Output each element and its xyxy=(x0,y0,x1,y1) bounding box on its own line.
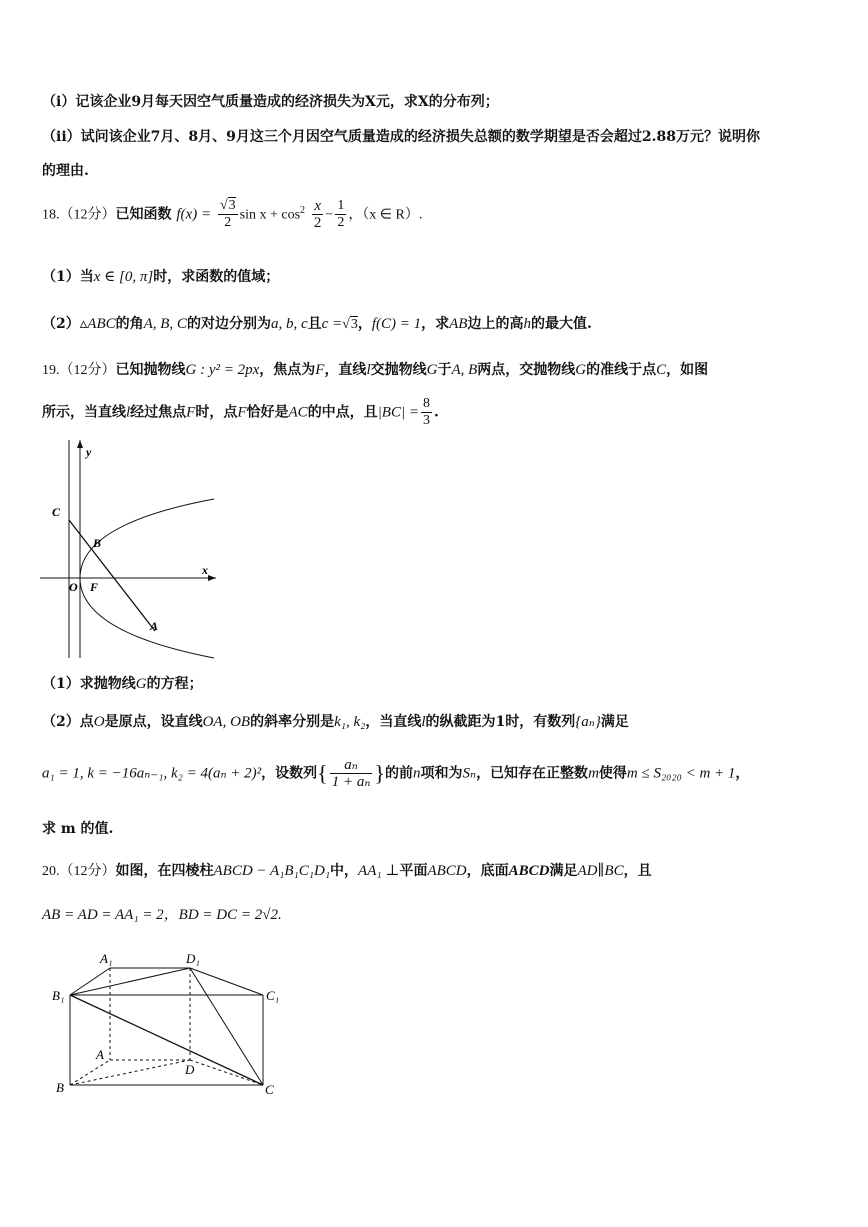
q18-func-lhs: f(x) = xyxy=(176,206,212,223)
q20-prism: ABCD − A₁B₁C₁D₁ xyxy=(213,863,331,879)
q19-sequence-line: a₁ = 1, k = −16aₙ₋₁, k₂ = 4(aₙ + 2)²，设数列{ $\frac{\text{aₙ}}{\text{1 + aₙ}}$ }的前n项和为Sₙ，已知存在正整数m使得m ≤ S₂₀₂₀ < m + 1， xyxy=(42,757,750,790)
label-D1: D₁ xyxy=(186,951,200,966)
q20-conditions: AB = AD = AA₁ = 2，BD = DC = 2√2. xyxy=(42,907,282,923)
edge-D1C1 xyxy=(190,968,263,995)
q19-seq-frac-num: aₙ xyxy=(330,757,373,774)
q19-l2-c: 时，点 xyxy=(195,404,238,421)
q20-ABCD-bold: ABCD xyxy=(508,863,550,879)
q19-p1-end: 的方程； xyxy=(146,676,203,692)
q19-l1-b: ，焦点为 xyxy=(259,362,316,378)
q18-number: 18.（12分） xyxy=(42,207,116,223)
edge-B1D1 xyxy=(70,968,190,995)
q19-p2-b: 是原点，设直线 xyxy=(104,714,203,730)
y-axis-arrow xyxy=(77,440,83,448)
q19-p2-O: O xyxy=(93,714,105,730)
label-C: C xyxy=(265,1082,274,1097)
q20-l1-b: 中， xyxy=(330,863,359,879)
q19-seq-e: 使得 xyxy=(598,765,627,782)
q19-p2-f: 满足 xyxy=(600,714,629,730)
label-B1: B₁ xyxy=(52,988,65,1003)
label-F: F xyxy=(90,580,99,594)
label-C1: C₁ xyxy=(266,988,280,1003)
q19-seq-f: ， xyxy=(735,765,750,782)
q19-G: G xyxy=(426,362,438,378)
q18-p2-ceq: c = xyxy=(321,316,343,332)
q19-line2 xyxy=(42,396,439,429)
q19-p2-OAOB: OA, OB xyxy=(202,714,251,730)
q19-p1: （1）求抛物线 xyxy=(42,676,136,692)
q18-p1-cond: x ∈ [0, π] xyxy=(93,269,154,285)
q18-header: 18.（12分）已知函数 f(x) = $\frac{√3}{2}$ $\sin x + \cos^2$ $\frac{x}{2}$ − $\frac{1}{2}$ ，（x ∈ R）. xyxy=(42,198,423,231)
q18-p2-g: 的最大值. xyxy=(530,316,592,332)
q19-C: C xyxy=(656,362,667,378)
q19-G2: G xyxy=(575,362,587,378)
edge-DC xyxy=(190,1060,263,1085)
q19-seq-frac-den: 1 + aₙ xyxy=(331,774,371,790)
q18-p2-a: 的角 xyxy=(115,316,144,332)
q19-dot: . xyxy=(433,404,439,421)
q19-p2-c: 的斜率分别是 xyxy=(250,714,335,730)
q18-frac-half-num: 1 xyxy=(337,198,345,213)
q19-seq-def: a₁ = 1, k = −16aₙ₋₁, k₂ = 4(aₙ + 2)² xyxy=(42,765,262,782)
q18-frac-x-num: x xyxy=(312,198,324,215)
x-axis-arrow xyxy=(208,575,216,581)
q18-frac-x-2 xyxy=(312,198,324,231)
q19-l1-g: 的准线于点 xyxy=(586,362,657,378)
q20-line2 xyxy=(42,903,282,924)
q18-cos-power: 2 xyxy=(300,204,306,216)
q18-p2-f: 边上的高 xyxy=(467,316,524,332)
q19-part-2 xyxy=(42,711,629,731)
q19-l2-F: F xyxy=(186,404,196,421)
q19-seq-a: ，设数列 xyxy=(261,765,318,782)
label-O: O xyxy=(69,580,78,594)
q20-l1-a: 如图，在四棱柱 xyxy=(115,863,214,879)
q19-seq-frac xyxy=(330,757,373,790)
q20-l1-c: 平面 xyxy=(399,863,428,879)
q19-l1-h: ，如图 xyxy=(666,362,709,378)
q19-p2-e: 的纵截距为1时，有数列 xyxy=(425,714,576,730)
q19-AC: AC xyxy=(288,404,308,421)
q19-l2-b: 经过焦点 xyxy=(130,404,187,421)
q20-number: 20.（12分） xyxy=(42,864,116,879)
prism-figure xyxy=(48,948,298,1100)
q19-seq-Sn: Sₙ xyxy=(462,765,477,782)
q19-l1-e: 于 xyxy=(437,362,452,378)
q17-part-ii-line1: （ii）试问该企业7月、8月、9月这三个月因空气质量造成的经济损失总额的数学期望是否会超过2.88万元？说明你 xyxy=(42,129,760,145)
q19-seq-c: 项和为 xyxy=(420,765,463,782)
q18-p2-c: 且 xyxy=(307,316,322,332)
q20-l1-d: ，底面 xyxy=(466,863,509,879)
label-A: A xyxy=(150,619,159,633)
q18-p1-text: 时，求函数的值域； xyxy=(153,269,280,285)
q19-l2-e: 的中点，且 xyxy=(307,404,378,421)
q19-p2-k1k2: k₁, k₂ xyxy=(334,714,366,730)
q19-p2-d: ，当直线 xyxy=(365,714,422,730)
q19-l2-F2: F xyxy=(237,404,247,421)
q19-l1-d: 交抛物线 xyxy=(370,362,427,378)
q20-l1-e: 满足 xyxy=(549,863,578,879)
q19-l1-a: 已知抛物线 xyxy=(115,362,186,378)
q19-frac-den: 3 xyxy=(422,413,430,428)
q19-l2-d: 恰好是 xyxy=(246,404,289,421)
q19-part-1 xyxy=(42,673,203,693)
q18-p1-label: （1）当 xyxy=(42,269,94,285)
q18-intro: 已知函数 xyxy=(115,206,172,223)
q18-frac-half-den: 2 xyxy=(337,215,345,230)
q18-p2-angles: A, B, C xyxy=(143,316,187,332)
edge-BD xyxy=(70,1060,190,1085)
label-y: y xyxy=(86,445,92,459)
q19-l1-c: ，直线 xyxy=(324,362,367,378)
q18-p2-tri: ▵ABC xyxy=(79,316,116,332)
q20-line1 xyxy=(42,860,652,880)
q19-seq-ineq: m ≤ S₂₀₂₀ < m + 1 xyxy=(626,765,736,782)
q18-p2-sqrt3: 3 xyxy=(350,317,358,332)
q18-den-2: 2 xyxy=(224,215,232,230)
q18-frac-sqrt3-2: $\frac{√3}{2}$ xyxy=(219,198,236,230)
q18-frac-x-den: 2 xyxy=(313,215,322,231)
q19-p2-an: {aₙ} xyxy=(575,714,601,730)
q19-p2-a: （2）点 xyxy=(42,714,94,730)
label-A: A xyxy=(96,1047,104,1062)
q19-l: l xyxy=(366,362,371,378)
label-C: C xyxy=(52,505,61,519)
q18-part-2: （2）▵ABC的角A, B, C的对边分别为a, b, c且c =√3，f(C) = 1，求AB边上的高h的最大值. xyxy=(42,316,592,332)
q18-p2-fc: f(C) = 1 xyxy=(371,316,422,332)
q19-seq-m: m xyxy=(588,765,599,782)
label-x: x xyxy=(202,563,208,577)
q19-seq-b: 的前 xyxy=(384,765,413,782)
q20-l1-f: ，且 xyxy=(623,863,652,879)
q19-p2-l: l xyxy=(421,714,426,730)
q19-seq-d: ，已知存在正整数 xyxy=(476,765,589,782)
q18-part-1 xyxy=(42,266,279,286)
q18-p2-label: （2） xyxy=(42,316,80,332)
q18-sqrt3: 3 xyxy=(228,198,236,213)
q19-line1 xyxy=(42,359,708,379)
q19-frac-num: 8 xyxy=(422,396,430,411)
q18-p2-h: h xyxy=(523,316,531,332)
q20-par: AD∥BC xyxy=(577,863,624,879)
label-B: B xyxy=(56,1080,64,1095)
q17-part-i: （i）记该企业9月每天因空气质量造成的经济损失为X元，求X的分布列； xyxy=(42,94,499,110)
q18-frac-half xyxy=(335,198,346,231)
parabola-figure xyxy=(38,438,220,660)
edge-B1C xyxy=(70,995,263,1085)
q19-l2-a: 所示，当直线 xyxy=(42,404,126,421)
q17-part-ii-line2: 的理由. xyxy=(42,163,89,179)
q19-p1-G: G xyxy=(135,676,147,692)
q18-p2-e: ，求 xyxy=(421,316,450,332)
q19-last-line: 求 m 的值. xyxy=(42,821,114,837)
q19-F: F xyxy=(315,362,325,378)
q18-sin-cos: sin x + cos xyxy=(239,207,301,223)
q19-number: 19.（12分） xyxy=(42,363,116,378)
q19-frac-8-3 xyxy=(421,396,432,429)
q20-ABCD: ABCD xyxy=(427,863,467,879)
q19-seq-n: n xyxy=(412,765,421,782)
label-A1: A₁ xyxy=(100,951,113,966)
q19-l1-f: 两点，交抛物线 xyxy=(477,362,576,378)
q19-parabola-eq: G : y² = 2px xyxy=(185,362,260,378)
q18-p2-sides: a, b, c xyxy=(270,316,308,332)
q20-perp: AA₁ ⊥ xyxy=(358,863,400,879)
label-B: B xyxy=(93,536,102,550)
q18-p2-ab: AB xyxy=(449,316,468,332)
q19-BC: |BC| = xyxy=(377,404,419,421)
q19-AB: A, B xyxy=(451,362,478,378)
line-l xyxy=(69,520,155,631)
q18-domain: ，（x ∈ R）. xyxy=(348,207,423,223)
q18-p2-d: ， xyxy=(357,316,372,332)
label-D: D xyxy=(185,1062,195,1077)
q19-l2-l: l xyxy=(126,404,131,421)
q18-p2-b: 的对边分别为 xyxy=(186,316,271,332)
